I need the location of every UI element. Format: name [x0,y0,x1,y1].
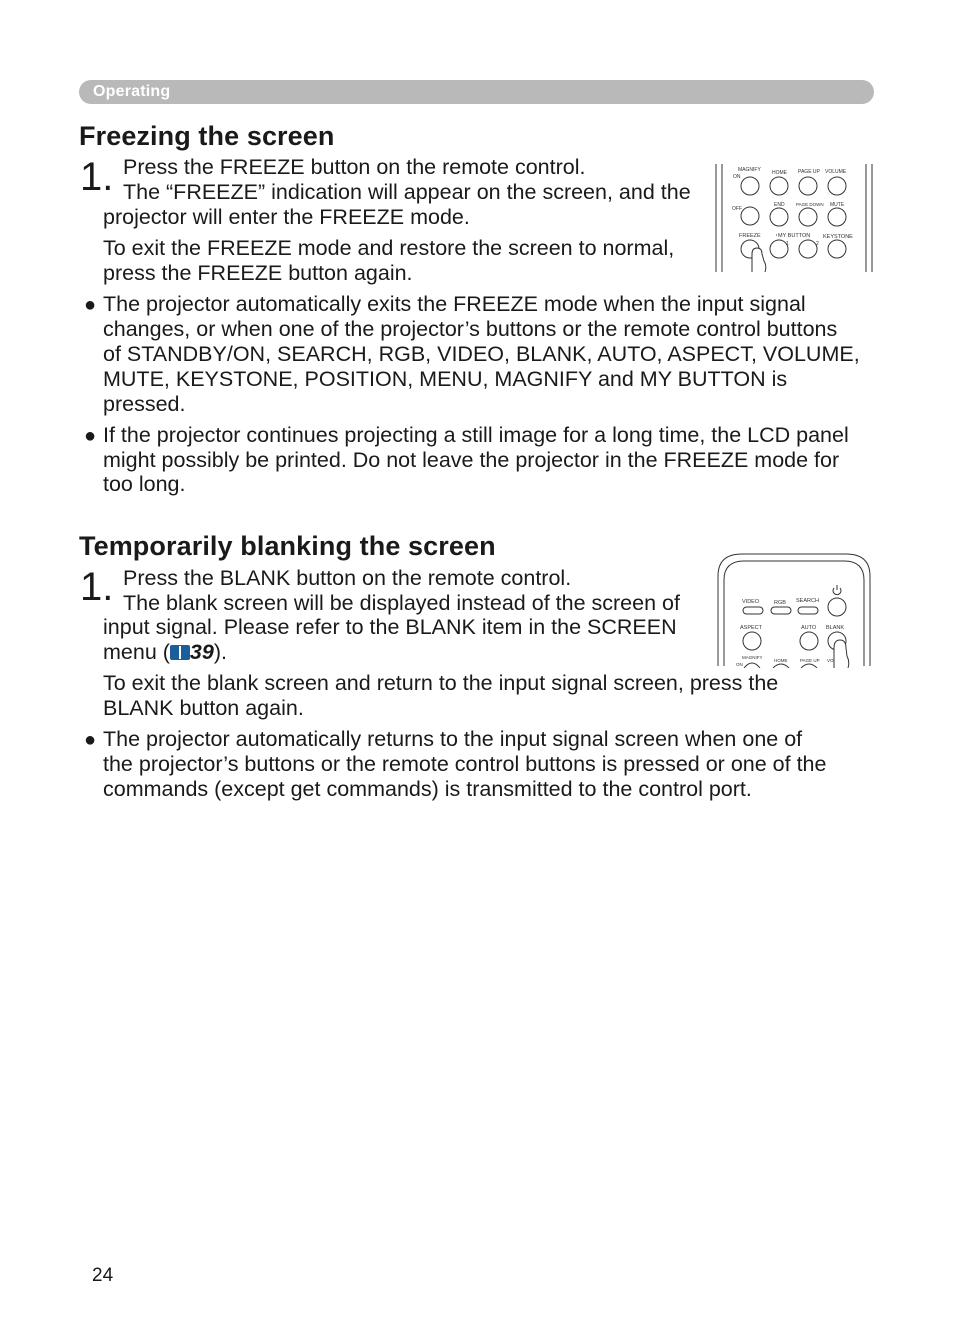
magnify-off-button [741,207,759,225]
blank-step-line-4 [103,640,227,665]
freeze-bullet1-line-1: The projector automatically exits the FREEZE mode when the input signal [103,292,806,316]
label-video: VIDEO [742,599,760,605]
menu-prefix: menu ( [103,640,170,664]
blank-step-number: 1. [80,565,114,609]
aspect-button [743,632,761,650]
volume-button [828,177,846,195]
blank-exit-line-2: BLANK button again. [103,696,304,720]
auto-button [800,632,818,650]
label-aspect: ASPECT [740,625,763,631]
pointing-finger-icon [752,248,766,272]
freeze-heading: Freezing the screen [79,121,335,151]
power-icon [833,585,841,595]
video-button [743,607,763,614]
page-reference-link[interactable]: 39 [189,640,214,664]
pointing-finger-icon [834,640,849,668]
home-button-edge [773,664,789,668]
label-mute: MUTE [830,202,845,208]
freeze-bullet2-line-1: If the projector continues projecting a still image for a long time, the LCD panel [103,423,849,447]
label-auto: AUTO [801,625,817,631]
magnify-on-button [741,177,759,195]
label-rgb: RGB [774,600,786,606]
rgb-button [771,607,791,614]
blank-step-line-1: Press the BLANK button on the remote control. [123,566,572,590]
label-home: HOME [774,658,788,663]
label-search: SEARCH [796,598,819,604]
freeze-exit-line-2: press the FREEZE button again. [103,261,413,285]
label-on: ON [736,662,743,667]
remote-outline [718,554,870,666]
label-magnify: MAGNIFY [738,167,761,173]
label-home: HOME [772,170,787,176]
book-icon [170,645,190,660]
section-header-bar [79,80,874,104]
page-up-button [799,177,817,195]
magnify-button-edge [744,663,760,668]
label-page-up: PAGE UP [800,658,820,663]
end-button [770,208,788,226]
label-magnify: MAGNIFY [742,655,763,660]
freeze-bullet1-line-2: changes, or when one of the projector’s buttons or the remote control buttons [103,317,838,341]
freeze-bullet1-line-3: of STANDBY/ON, SEARCH, RGB, VIDEO, BLANK, AUTO, ASPECT, VOLUME, [103,342,860,366]
label-on: ON [733,174,741,180]
home-button [770,177,788,195]
page-up-button-edge [801,664,817,668]
bullet-dot: ● [84,425,97,447]
freeze-step-number: 1. [80,155,114,199]
freeze-bullet1-line-4: MUTE, KEYSTONE, POSITION, MENU, MAGNIFY and MY BUTTON is [103,367,788,391]
bullet-dot: ● [84,294,97,316]
freeze-bullet2-line-2: might possibly be printed. Do not leave the projector in the FREEZE mode for [103,448,840,472]
label-end: END [774,202,785,208]
mute-button [828,208,846,226]
label-page-down: PAGE DOWN [796,202,824,207]
keystone-button [828,240,846,258]
label-keystone: KEYSTONE [823,234,853,240]
blank-bullet1-line-2: the projector’s buttons or the remote control buttons is pressed or one of the [103,752,827,776]
label-page-up: PAGE UP [798,169,820,175]
freeze-step-line-1: Press the FREEZE button on the remote control. [123,155,586,179]
section-label: Operating [93,83,171,100]
label-off: OFF [732,206,742,212]
menu-suffix: ). [213,640,227,664]
label-freeze: FREEZE [739,233,761,239]
freeze-bullet1-line-5: pressed. [103,392,186,416]
blank-heading: Temporarily blanking the screen [79,531,496,561]
label-my-button: MY BUTTON [778,233,811,239]
remote-blank-illustration [714,552,874,668]
freeze-exit-line-1: To exit the FREEZE mode and restore the screen to normal, [103,236,675,260]
blank-step-line-2: The blank screen will be displayed instead of the screen of [123,591,680,615]
search-button [798,607,818,614]
freeze-step-line-3: projector will enter the FREEZE mode. [103,205,470,229]
label-my-button-1: 1 [786,241,789,247]
freeze-bullet2-line-3: too long. [103,472,186,496]
remote-freeze-illustration [712,162,878,276]
blank-step-line-3: input signal. Please refer to the BLANK item in the SCREEN [103,615,677,639]
page-number: 24 [92,1265,114,1286]
label-vo: VO [827,658,834,663]
blank-bullet1-line-1: The projector automatically returns to the input signal screen when one of [103,727,803,751]
page-down-button [799,208,817,226]
bullet-dot: ● [84,729,97,751]
my-button-2 [799,240,817,258]
label-blank: BLANK [826,625,845,631]
standby-button [828,598,846,616]
label-my-button-2: 2 [816,241,819,247]
blank-exit-line-1: To exit the blank screen and return to the input signal screen, press the [103,671,779,695]
blank-bullet1-line-3: commands (except get commands) is transmitted to the control port. [103,777,752,801]
freeze-step-line-2: The “FREEZE” indication will appear on the screen, and the [123,180,691,204]
label-volume: VOLUME [825,169,847,175]
